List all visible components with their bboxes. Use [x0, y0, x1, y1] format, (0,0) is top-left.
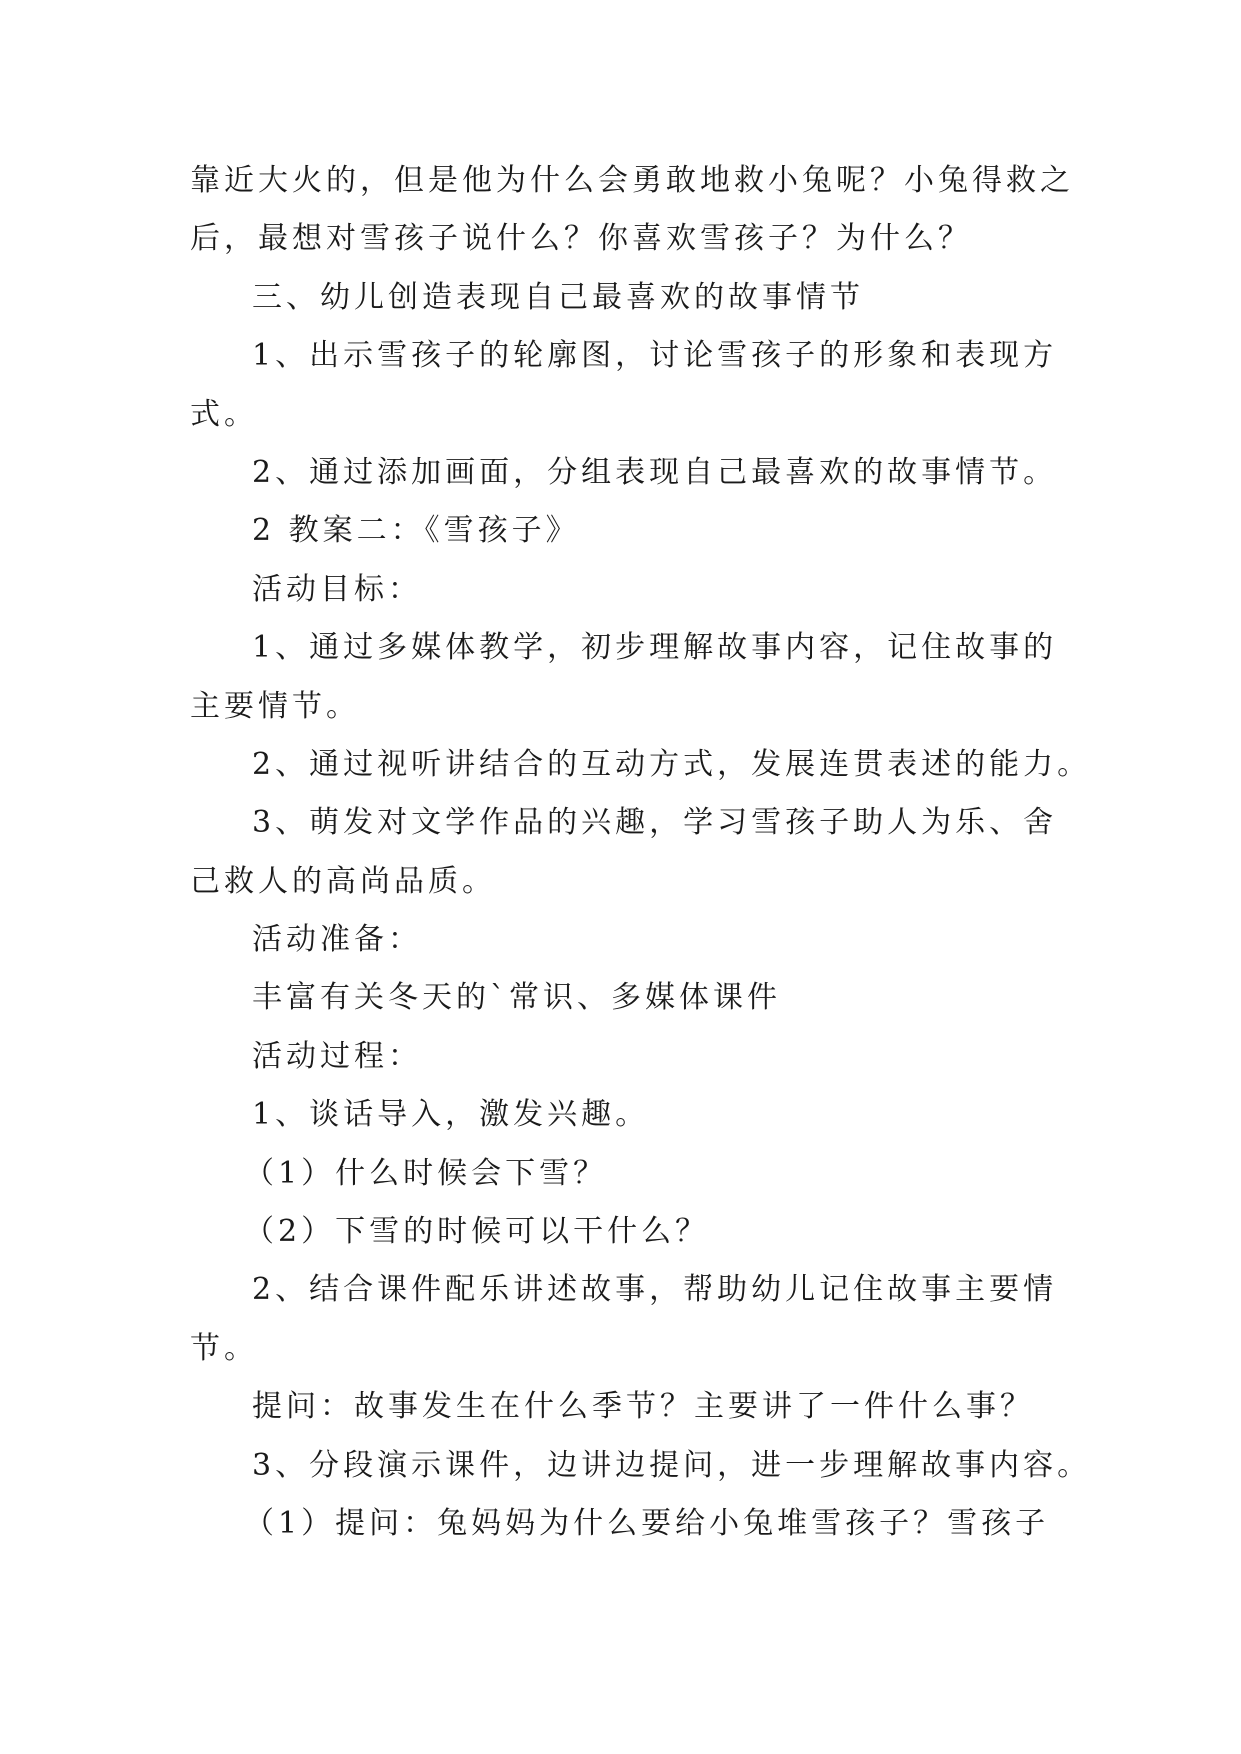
lesson-title: 2 教案二：《雪孩子》 — [252, 513, 580, 549]
text-line: 丰富有关冬天的`常识、多媒体课件 — [252, 980, 781, 1016]
text-line: 主要情节。 — [190, 688, 360, 724]
document-body — [190, 152, 1092, 1553]
text-line: 靠近大火的，但是他为什么会勇敢地救小兔呢？小兔得救之 — [190, 163, 1074, 198]
text-line: （2）下雪的时候可以干什么？ — [244, 1214, 710, 1250]
section-heading: 活动目标： — [252, 571, 422, 607]
text-line: 1、出示雪孩子的轮廓图，讨论雪孩子的形象和表现方 — [252, 338, 1058, 374]
text-line: 提问：故事发生在什么季节？主要讲了一件什么事？ — [252, 1389, 1034, 1425]
section-heading: 三、幼儿创造表现自己最喜欢的故事情节 — [252, 279, 864, 315]
text-line: （1）提问：兔妈妈为什么要给小兔堆雪孩子？雪孩子 — [244, 1505, 1050, 1541]
text-line: （1）什么时候会下雪？ — [244, 1155, 608, 1191]
text-line: 式。 — [190, 396, 258, 432]
text-line: 2、通过视听讲结合的互动方式，发展连贯表述的能力。 — [252, 746, 1092, 782]
text-line: 2、通过添加画面，分组表现自己最喜欢的故事情节。 — [252, 454, 1058, 490]
text-line: 节。 — [190, 1330, 258, 1366]
section-heading: 活动准备： — [252, 922, 422, 958]
text-line: 3、萌发对文学作品的兴趣，学习雪孩子助人为乐、舍 — [252, 805, 1058, 841]
text-line: 3、分段演示课件，边讲边提问，进一步理解故事内容。 — [252, 1447, 1092, 1483]
text-line: 2、结合课件配乐讲述故事，帮助幼儿记住故事主要情 — [252, 1272, 1058, 1308]
text-line: 1、谈话导入，激发兴趣。 — [252, 1097, 650, 1133]
text-line: 后，最想对雪孩子说什么？你喜欢雪孩子？为什么？ — [190, 221, 972, 257]
section-heading: 活动过程： — [252, 1038, 422, 1074]
text-line: 1、通过多媒体教学，初步理解故事内容，记住故事的 — [252, 630, 1058, 666]
text-line: 己救人的高尚品质。 — [190, 863, 496, 899]
